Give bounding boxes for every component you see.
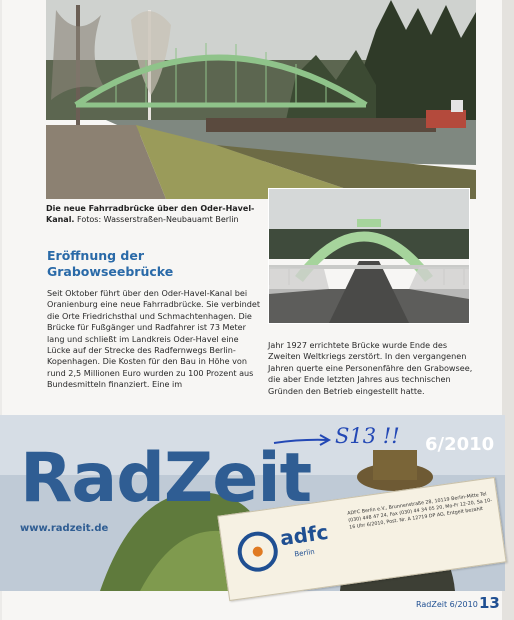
handwritten-arrow-icon (272, 433, 332, 453)
page-number: 13 (479, 594, 500, 612)
issue-number: 6/2010 (425, 434, 495, 455)
article-body-column-1: Seit Oktober führt über den Oder-Havel-Kanal bei Oranienburg eine neue Fahrradbrücke. Sie verbindet die Orte Friedrichsthal und Schmachtenhagen. Die Brücke für Fußgänger und Radfahrer ist 73 Meter lang und schließt im Landkreis Oder-Havel eine Lücke auf der Strecke des Radfernwegs Berlin-Kopenhagen. Die Kosten für den Bau in Höhe von rund 2,5 Millionen Euro wurden zu 100 Prozent aus Bundesmitteln finanziert. Eine im (47, 288, 261, 390)
adfc-logo-icon (233, 527, 283, 581)
headline-line-2: Grabowseebrücke (47, 264, 174, 279)
radzeit-logo: RadZeit (20, 439, 312, 518)
website-url: www.radzeit.de (20, 523, 109, 534)
mailing-address: ADFC Berlin e.V., Brunnenstraße 28, 10119 Berlin-Mitte Tel (030) 448 47 24, Fax (030) 44 34 05 20, Mo-Fr 12-20, Sa 10-16 Uhr 6/2010, Post. Nr. A 12719 DP AG, Entgelt bezahlt (347, 492, 493, 531)
bridge-photo-main (46, 0, 476, 199)
article-body-column-2: Jahr 1927 errichtete Brücke wurde Ende des Zweiten Weltkriegs zerstört. In den vergangenen Jahren querte eine Personenfähre den Grabowsee, die aber Ende letzten Jahres aus technischen Gründen den Betrieb eingestellt hatte. (268, 340, 473, 396)
handwritten-note: S13 !! (335, 424, 400, 448)
bridge-photo-deck (268, 188, 470, 324)
caption-credit: Fotos: Wasserstraßen-Neubauamt Berlin (77, 215, 239, 224)
adfc-city: Berlin (293, 547, 316, 559)
footer-issue-label: RadZeit 6/2010 (416, 600, 478, 609)
adfc-brand: adfc (278, 519, 330, 551)
photo-caption (46, 203, 261, 225)
article-headline (47, 248, 267, 280)
caption-title: Die neue Fahrradbrücke über den Oder-Havel-Kanal. (46, 204, 255, 224)
headline-line-1: Eröffnung der (47, 248, 145, 263)
